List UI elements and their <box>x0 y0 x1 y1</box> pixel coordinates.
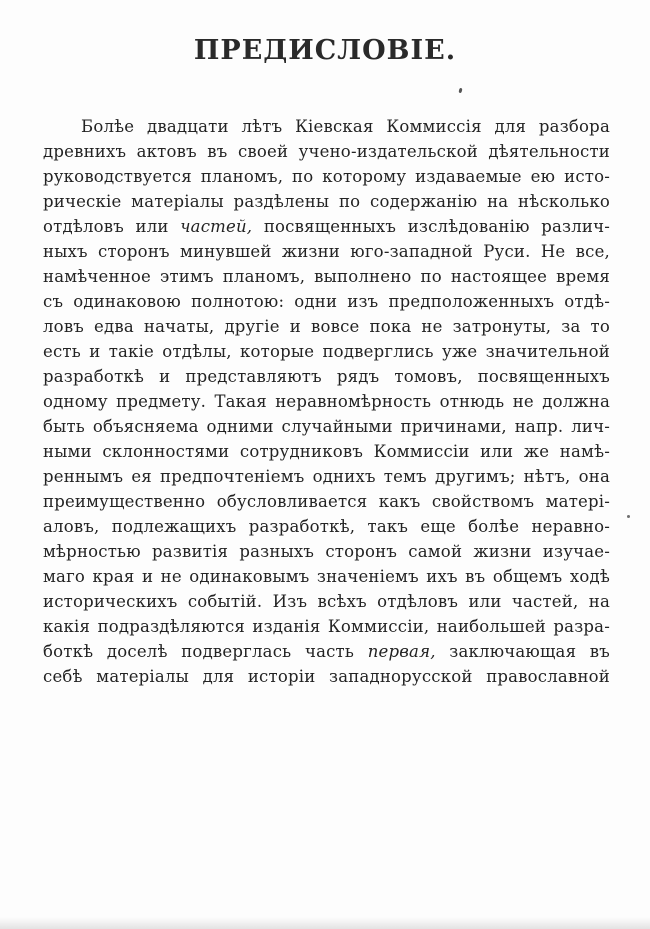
text-segment: боткѣ доселѣ подверглась часть <box>43 642 368 661</box>
text-line <box>43 114 610 139</box>
page-edge-shadow <box>0 917 650 929</box>
body-text <box>43 114 610 689</box>
text-line <box>43 314 610 339</box>
text-segment: одному предмету. Такая неравномѣрность отнюдь не должна <box>43 392 610 411</box>
text-segment: какія подраздѣляются изданія Коммиссіи, наибольшей разра- <box>43 617 610 636</box>
text-segment: реннымъ ея предпочтеніемъ однихъ темъ другимъ; нѣтъ, она <box>43 467 610 486</box>
text-line <box>43 439 610 464</box>
text-line <box>43 539 610 564</box>
page-title: ПРЕДИСЛОВІЕ. <box>193 35 457 66</box>
text-segment: посвященныхъ изслѣдованію различ- <box>252 217 610 236</box>
text-segment: быть объясняема одними случайными причинами, напр. лич- <box>43 417 610 436</box>
text-segment: съ одинаковою полнотою: одни изъ предположенныхъ отдѣ- <box>43 292 610 311</box>
text-line <box>43 514 610 539</box>
scan-speck <box>627 515 630 518</box>
text-line <box>43 164 610 189</box>
text-segment: рическіе матеріалы раздѣлены по содержанію на нѣсколько <box>43 192 610 211</box>
text-segment: Болѣе двадцати лѣтъ Кіевская Коммиссія для разбора <box>81 117 610 136</box>
text-line <box>43 189 610 214</box>
text-segment: себѣ матеріалы для исторіи западнорусской православной <box>43 667 610 686</box>
text-segment: ловъ едва начаты, другіе и вовсе пока не затронуты, за то <box>43 317 610 336</box>
text-segment: руководствуется планомъ, по которому издаваемые ею исто- <box>43 167 610 186</box>
text-line <box>43 489 610 514</box>
emphasized-text: первая, <box>367 642 436 661</box>
text-line <box>43 639 610 664</box>
text-segment: намѣченное этимъ планомъ, выполнено по настоящее время <box>43 267 610 286</box>
text-segment: ными склонностями сотрудниковъ Коммиссіи или же намѣ- <box>43 442 610 461</box>
text-segment: преимущественно обусловливается какъ свойствомъ матері- <box>43 492 610 511</box>
text-line <box>43 214 610 239</box>
text-segment: аловъ, подлежащихъ разработкѣ, такъ еще болѣе неравно- <box>43 517 610 536</box>
text-line <box>43 389 610 414</box>
text-segment: заключающая въ <box>435 642 610 661</box>
text-line <box>43 614 610 639</box>
text-line <box>43 139 610 164</box>
text-segment: историческихъ событій. Изъ всѣхъ отдѣловъ или частей, на <box>43 592 610 611</box>
text-segment: мѣрностью развитія разныхъ сторонъ самой жизни изучае- <box>43 542 610 561</box>
emphasized-text: частей, <box>180 217 253 236</box>
text-segment: отдѣловъ или <box>43 217 181 236</box>
text-line <box>43 564 610 589</box>
text-segment: древнихъ актовъ въ своей учено-издательской дѣятельности <box>43 142 610 161</box>
text-segment: ныхъ сторонъ минувшей жизни юго-западной Руси. Не все, <box>43 242 610 261</box>
text-line <box>43 364 610 389</box>
text-segment: разработкѣ и представляютъ рядъ томовъ, посвященныхъ <box>43 367 610 386</box>
text-line <box>43 589 610 614</box>
text-line <box>43 339 610 364</box>
text-line <box>43 664 610 689</box>
text-segment: маго края и не одинаковымъ значеніемъ ихъ въ общемъ ходѣ <box>43 567 610 586</box>
text-line <box>43 239 610 264</box>
text-line <box>43 464 610 489</box>
scan-speck <box>458 88 462 94</box>
text-line <box>43 264 610 289</box>
text-line <box>43 289 610 314</box>
text-line <box>43 414 610 439</box>
text-segment: есть и такіе отдѣлы, которые подверглись уже значительной <box>43 342 610 361</box>
